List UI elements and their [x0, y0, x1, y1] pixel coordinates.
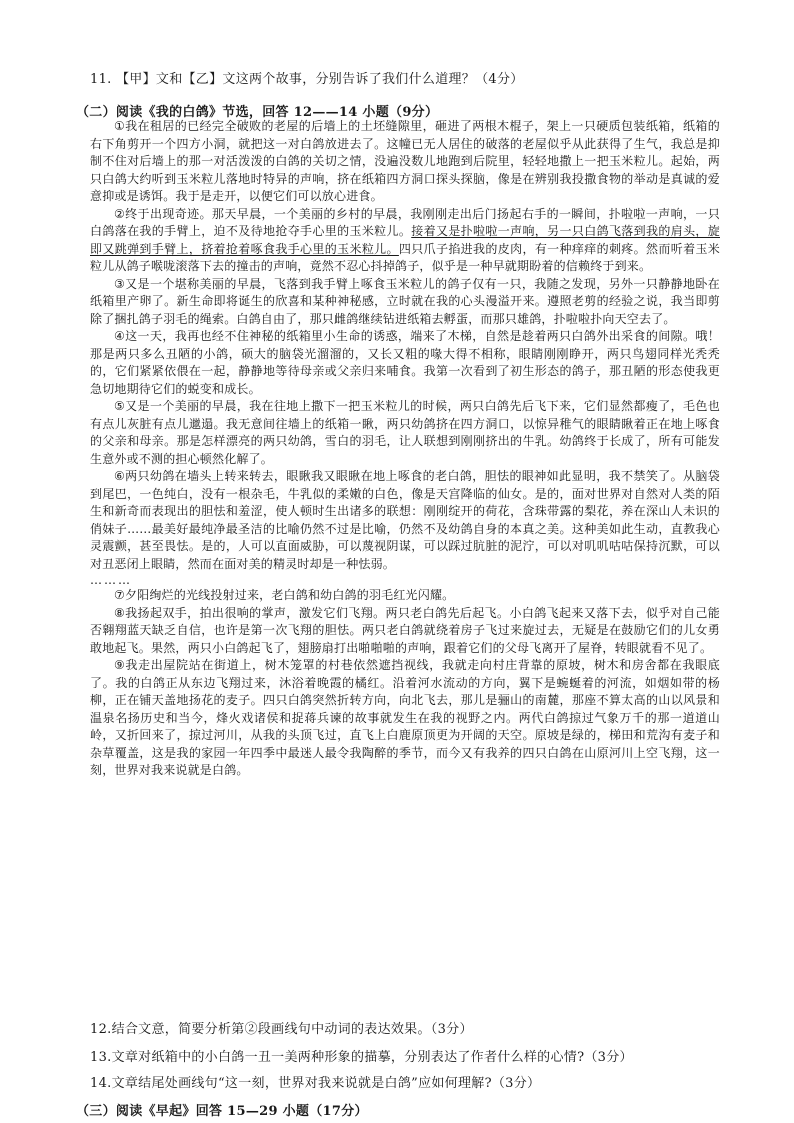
section-3-title: （三）阅读《早起》回答 15—29 小题（17分） — [76, 1104, 368, 1119]
omission-ellipsis: ……… — [90, 573, 132, 587]
question-13: 13.文章对纸箱中的小白鸽一丑一美两种形象的描摹，分别表达了作者什么样的心情?（3分） — [90, 1050, 633, 1065]
paragraph-9: ⑨我走出屋院站在街道上，树木笼罩的村巷依然遮挡视线，我就走向村庄背靠的原坡，树木和房舍都在我眼底了。我的白鸽正从东边飞翔过来，沐浴着晚霞的橘红。沿着河水流动的方向，翼下是蜿蜒着的河流，如烟如带的杨柳，正在铺天盖地扬花的麦子。四只白鸽突然折转方向，向北飞去，那儿是骊山的南麓，那座不算太高的山以风景和温泉名扬历史和当今，烽火戏诸侯和捉蒋兵谏的故事就发生在我的视野之内。两代白鸽掠过气象万千的那一道道山岭，又折回来了，掠过河川，从我的头顶飞过，直飞上白鹿原顶更为开阔的天空。原坡是绿的，梯田和荒沟有麦子和杂草覆盖，这是我的家园一年四季中最迷人最令我陶醉的季节，而今又有我养的四只白鸽在山原河川上空飞翔，这一刻，世界对我来说就是白鸽。 — [90, 658, 720, 777]
paragraph-4: ④这一天，我再也经不住神秘的纸箱里小生命的诱惑，端来了木梯，自然是趁着两只白鸽外出采食的间隙。哦！那是两只多么丑陋的小鸽，硕大的脑袋光溜溜的，又长又粗的喙大得不相称，眼睛刚刚睁开，两只鸟翅同样光秃秃的，它们紧紧依偎在一起，静静地等待母亲或父亲归来哺食。我第一次看到了初生形态的鸽子，那丑陋的形态使我更急切地期待它们的蜕变和成长。 — [90, 329, 720, 396]
paragraph-1: ①我在租居的已经完全破败的老屋的后墙上的土坯缝隙里，砸进了两根木棍子，架上一只硬质包装纸箱，纸箱的右下角剪开一个四方小洞，就把这一对白鸽放进去了。这幢已无人居住的破落的老屋似乎从此获得了生气，我总是抑制不住对后墙上的那一对活泼泼的白鸽的关切之情，没遍没数儿地跑到后院里，轻轻地撒上一把玉米粒儿。起始，两只白鸽大约听到玉米粒儿落地时特异的声响，挤在纸箱四方洞口探头探脑，像是在辨别我投撒食物的举动是真诚的爱意抑或是诱饵。我于是走开，以便它们可以放心进食。 — [90, 119, 720, 203]
paragraph-2-lead: ②终于出现奇迹。那天早晨，一个美丽的乡村的早晨，我刚刚走出后门扬起右手的一瞬间，扑啦啦一声响，一只白鸽落在我的手臂上，迫不及待地抢夺手心里的玉米粒儿。 — [90, 206, 720, 238]
paragraph-8: ⑧我扬起双手，拍出很响的掌声，激发它们飞翔。两只老白鸽先后起飞。小白鸽飞起来又落下去，似乎对自己能否翱翔蓝天缺乏自信，也许是第一次飞翔的胆怯。两只老白鸽就绕着房子飞过来旋过去，无疑是在鼓励它们的儿女勇敢地起飞。果然，两只小白鸽起飞了，翅膀扇打出啪啪啪的声响，跟着它们的父母飞离开了屋脊，转眼就看不见了。 — [90, 605, 720, 655]
paragraph-2 — [90, 206, 720, 276]
question-12: 12.结合文意，简要分析第②段画线句中动词的表达效果。（3分） — [90, 1022, 473, 1037]
paragraph-2-rest: 四只爪子掐进我的皮肉，有一种痒痒的刺疼。然而听着玉米粒儿从鸽子喉咙滚落下去的撞击的声响，竟然不忍心抖掉鸽子，似乎是一种早就期盼着的信赖终于到来。 — [90, 241, 720, 273]
underlined-sentence: 接着又是扑啦啦一声响，另一只白鸽飞落到我的肩头，旋即又跳弹到手臂上，挤着抢着啄食我手心里的玉米粒儿。 — [90, 224, 720, 256]
paragraph-6: ⑥两只幼鸽在墙头上转来转去，眼瞅我又眼瞅在地上啄食的老白鸽，胆怯的眼神如此显明，我不禁笑了。从脑袋到尾巴，一色纯白，没有一根杂毛，牛乳似的柔嫩的白色，像是天宫降临的仙女。是的，面对世界对自然对人类的陌生和新奇而表现出的胆怯和羞涩，使人顿时生出诸多的联想：刚刚绽开的荷花，含珠带露的梨花，养在深山人未识的俏妹子……最美好最纯净最圣洁的比喻仍然不过是比喻，仍然不及幼鸽自身的本真之美。这种美如此生动，直教我心灵震颤，甚至畏怯。是的，人可以直面威胁，可以蔑视阴谋，可以踩过肮脏的泥泞，可以对叽叽咕咕保持沉默，可以对丑恶闭上眼睛，然而在面对美的精灵时却是一种怯弱。 — [90, 469, 720, 571]
article-text — [90, 118, 720, 780]
question-14: 14.文章结尾处画线句“这一刻，世界对我来说就是白鸽”应如何理解?（3分） — [90, 1076, 541, 1091]
section-2-title: （二）阅读《我的白鸽》节选，回答 12——14 小题（9分） — [76, 105, 439, 120]
paragraph-5: ⑤又是一个美丽的早晨，我在往地上撒下一把玉米粒儿的时候，两只白鸽先后飞下来，它们显然都瘦了，毛色也有点儿灰脏有点儿邋遢。我无意间往墙上的纸箱一瞅，两只幼鸽挤在四方洞口，以惊异稚气的眼睛瞅着正在地上啄食的父亲和母亲。那是怎样漂亮的两只幼鸽，雪白的羽毛，让人联想到刚刚挤出的牛乳。幼鸽终于长成了，所有可能发生意外或不测的担心顿然化解了。 — [90, 399, 720, 466]
paragraph-3: ③又是一个堪称美丽的早晨，飞落到我手臂上啄食玉米粒儿的鸽子仅有一只，我随之发现，另外一只静静地卧在纸箱里产卵了。新生命即将诞生的欣喜和某种神秘感，立时就在我的心头漫溢开来。遵照老剪的经验之说，我当即剪除了捆扎鸽子羽毛的绳索。白鸽自由了，那只雌鸽继续钻进纸箱去孵蛋，而那只雄鸽，扑啦啦扑向天空去了。 — [90, 276, 720, 326]
paragraph-7: ⑦夕阳绚烂的光线投射过来，老白鸽和幼白鸽的羽毛红光闪耀。 — [114, 588, 455, 602]
question-11: 11. 【甲】文和【乙】文这两个故事，分别告诉了我们什么道理？（4分） — [90, 72, 524, 87]
